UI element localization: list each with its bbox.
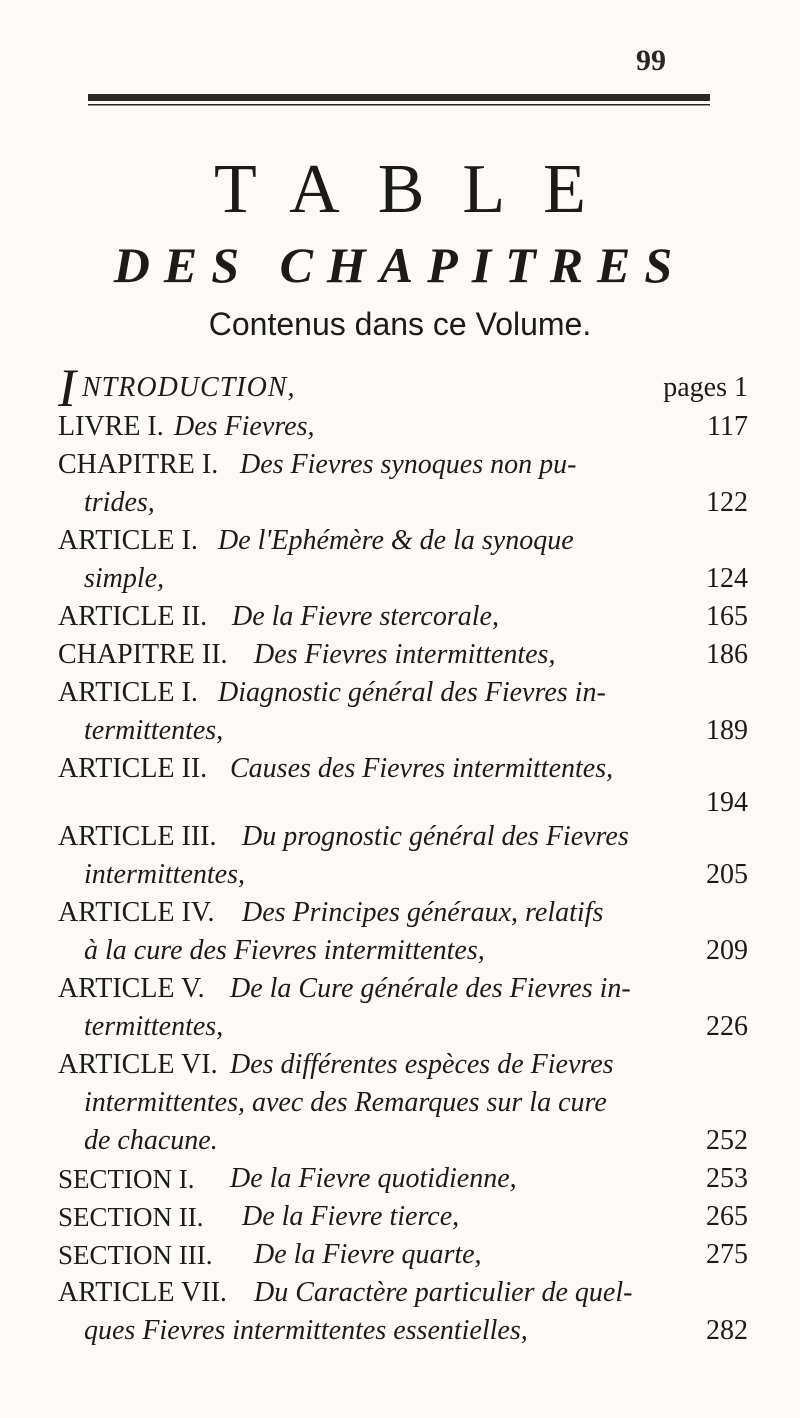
entry-label: ARTICLE II. bbox=[58, 753, 208, 784]
entry-title: Des Principes généraux, relatifs bbox=[242, 897, 604, 928]
entry-title: De la Fievre quotidienne, bbox=[230, 1163, 517, 1194]
entry-label: SECTION I. bbox=[58, 1164, 195, 1194]
toc-entry-section bbox=[58, 1160, 748, 1198]
entry-label: CHAPITRE II. bbox=[58, 639, 228, 670]
toc-entry-continuation bbox=[58, 1008, 748, 1046]
toc-entry bbox=[58, 1046, 748, 1084]
subtitle-contents: Contenus dans ce Volume. bbox=[208, 306, 592, 342]
entry-title: NTRODUCTION, bbox=[82, 372, 296, 403]
entry-page: 194 bbox=[706, 787, 748, 818]
toc-entry-continuation bbox=[58, 932, 748, 970]
toc-entry bbox=[58, 970, 748, 1008]
toc-entry-continuation bbox=[58, 1122, 748, 1160]
entry-title: Des Fievres intermittentes, bbox=[254, 639, 556, 670]
entry-title: intermittentes, avec des Remarques sur la cure bbox=[84, 1087, 607, 1118]
entry-title: Des Fievres synoques non pu- bbox=[240, 449, 577, 480]
entry-title: Diagnostic général des Fievres in- bbox=[218, 677, 606, 708]
entry-page: 282 bbox=[706, 1315, 748, 1346]
entry-label: ARTICLE I. bbox=[58, 525, 198, 556]
entry-label: ARTICLE I. bbox=[58, 677, 198, 708]
toc-entry bbox=[58, 674, 748, 712]
entry-page: 209 bbox=[706, 935, 748, 966]
entry-label: ARTICLE IV. bbox=[58, 897, 215, 928]
toc-entry-continuation bbox=[58, 1084, 748, 1122]
entry-label: I bbox=[58, 358, 76, 418]
page-signature-mark: 99 bbox=[636, 44, 666, 77]
entry-page: 122 bbox=[706, 487, 748, 518]
toc-entry-continuation bbox=[58, 788, 748, 818]
entry-page: 275 bbox=[706, 1239, 748, 1270]
entry-page: pages 1 bbox=[663, 372, 748, 403]
entry-page: 186 bbox=[706, 639, 748, 670]
toc-entry bbox=[58, 522, 748, 560]
toc-entry-continuation bbox=[58, 1312, 748, 1350]
entry-page: 253 bbox=[706, 1163, 748, 1194]
toc-entry-section bbox=[58, 1198, 748, 1236]
entry-title: De la Fievre tierce, bbox=[242, 1201, 460, 1232]
toc-entry-continuation bbox=[58, 856, 748, 894]
entry-page: 226 bbox=[706, 1011, 748, 1042]
entry-title: termittentes, bbox=[84, 715, 224, 746]
entry-page: 205 bbox=[706, 859, 748, 890]
entry-title: simple, bbox=[84, 563, 165, 594]
toc-entry bbox=[58, 1274, 748, 1312]
entry-title: Causes des Fievres intermittentes, bbox=[230, 753, 614, 784]
entry-title: Du Caractère particulier de quel- bbox=[254, 1277, 633, 1308]
toc-entry bbox=[58, 598, 748, 636]
toc-entry-continuation bbox=[58, 484, 748, 522]
entry-title: de chacune. bbox=[84, 1125, 218, 1156]
entry-title: De la Cure générale des Fievres in- bbox=[230, 973, 631, 1004]
entry-page: 189 bbox=[706, 715, 748, 746]
entry-page: 252 bbox=[706, 1125, 748, 1156]
entry-title: termittentes, bbox=[84, 1011, 224, 1042]
entry-page: 165 bbox=[706, 601, 748, 632]
entry-page: 117 bbox=[707, 411, 748, 442]
toc-entry-continuation bbox=[58, 712, 748, 750]
entry-label: ARTICLE V. bbox=[58, 973, 205, 1004]
entry-title: Du prognostic général des Fievres bbox=[242, 821, 629, 852]
entry-label: LIVRE I. bbox=[58, 411, 164, 442]
entry-title: Des Fievres, bbox=[174, 411, 315, 442]
entry-title: à la cure des Fievres intermittentes, bbox=[84, 935, 485, 966]
entry-title: De l'Ephémère & de la synoque bbox=[218, 525, 574, 556]
entry-label: ARTICLE II. bbox=[58, 601, 208, 632]
entry-title: intermittentes, bbox=[84, 859, 245, 890]
entry-page: 265 bbox=[706, 1201, 748, 1232]
toc-entry bbox=[58, 750, 748, 788]
title-table: TABLE bbox=[214, 151, 624, 228]
entry-page: 124 bbox=[706, 563, 748, 594]
toc-entry bbox=[58, 408, 748, 446]
toc-entry-section bbox=[58, 1236, 748, 1274]
entry-label: ARTICLE III. bbox=[58, 821, 217, 852]
entry-label: SECTION II. bbox=[58, 1202, 204, 1232]
toc-entry bbox=[58, 818, 748, 856]
entry-label: CHAPITRE I. bbox=[58, 449, 219, 480]
entry-title: Des différentes espèces de Fievres bbox=[230, 1049, 614, 1080]
entry-label: ARTICLE VII. bbox=[58, 1277, 227, 1308]
header-ornament-rule bbox=[88, 92, 710, 108]
entry-label: SECTION III. bbox=[58, 1240, 213, 1270]
entry-title: De la Fievre quarte, bbox=[254, 1239, 482, 1270]
table-of-contents bbox=[58, 358, 748, 1350]
title-des-chapitres: DES CHAPITRES bbox=[113, 237, 687, 293]
toc-entry-introduction bbox=[58, 358, 748, 418]
toc-entry-continuation bbox=[58, 560, 748, 598]
toc-entry bbox=[58, 446, 748, 484]
toc-entry bbox=[58, 894, 748, 932]
entry-title: De la Fievre stercorale, bbox=[232, 601, 499, 632]
entry-title: trides, bbox=[84, 487, 155, 518]
entry-title: ques Fievres intermittentes essentielles, bbox=[84, 1315, 528, 1346]
entry-label: ARTICLE VI. bbox=[58, 1049, 218, 1080]
toc-entry bbox=[58, 636, 748, 674]
